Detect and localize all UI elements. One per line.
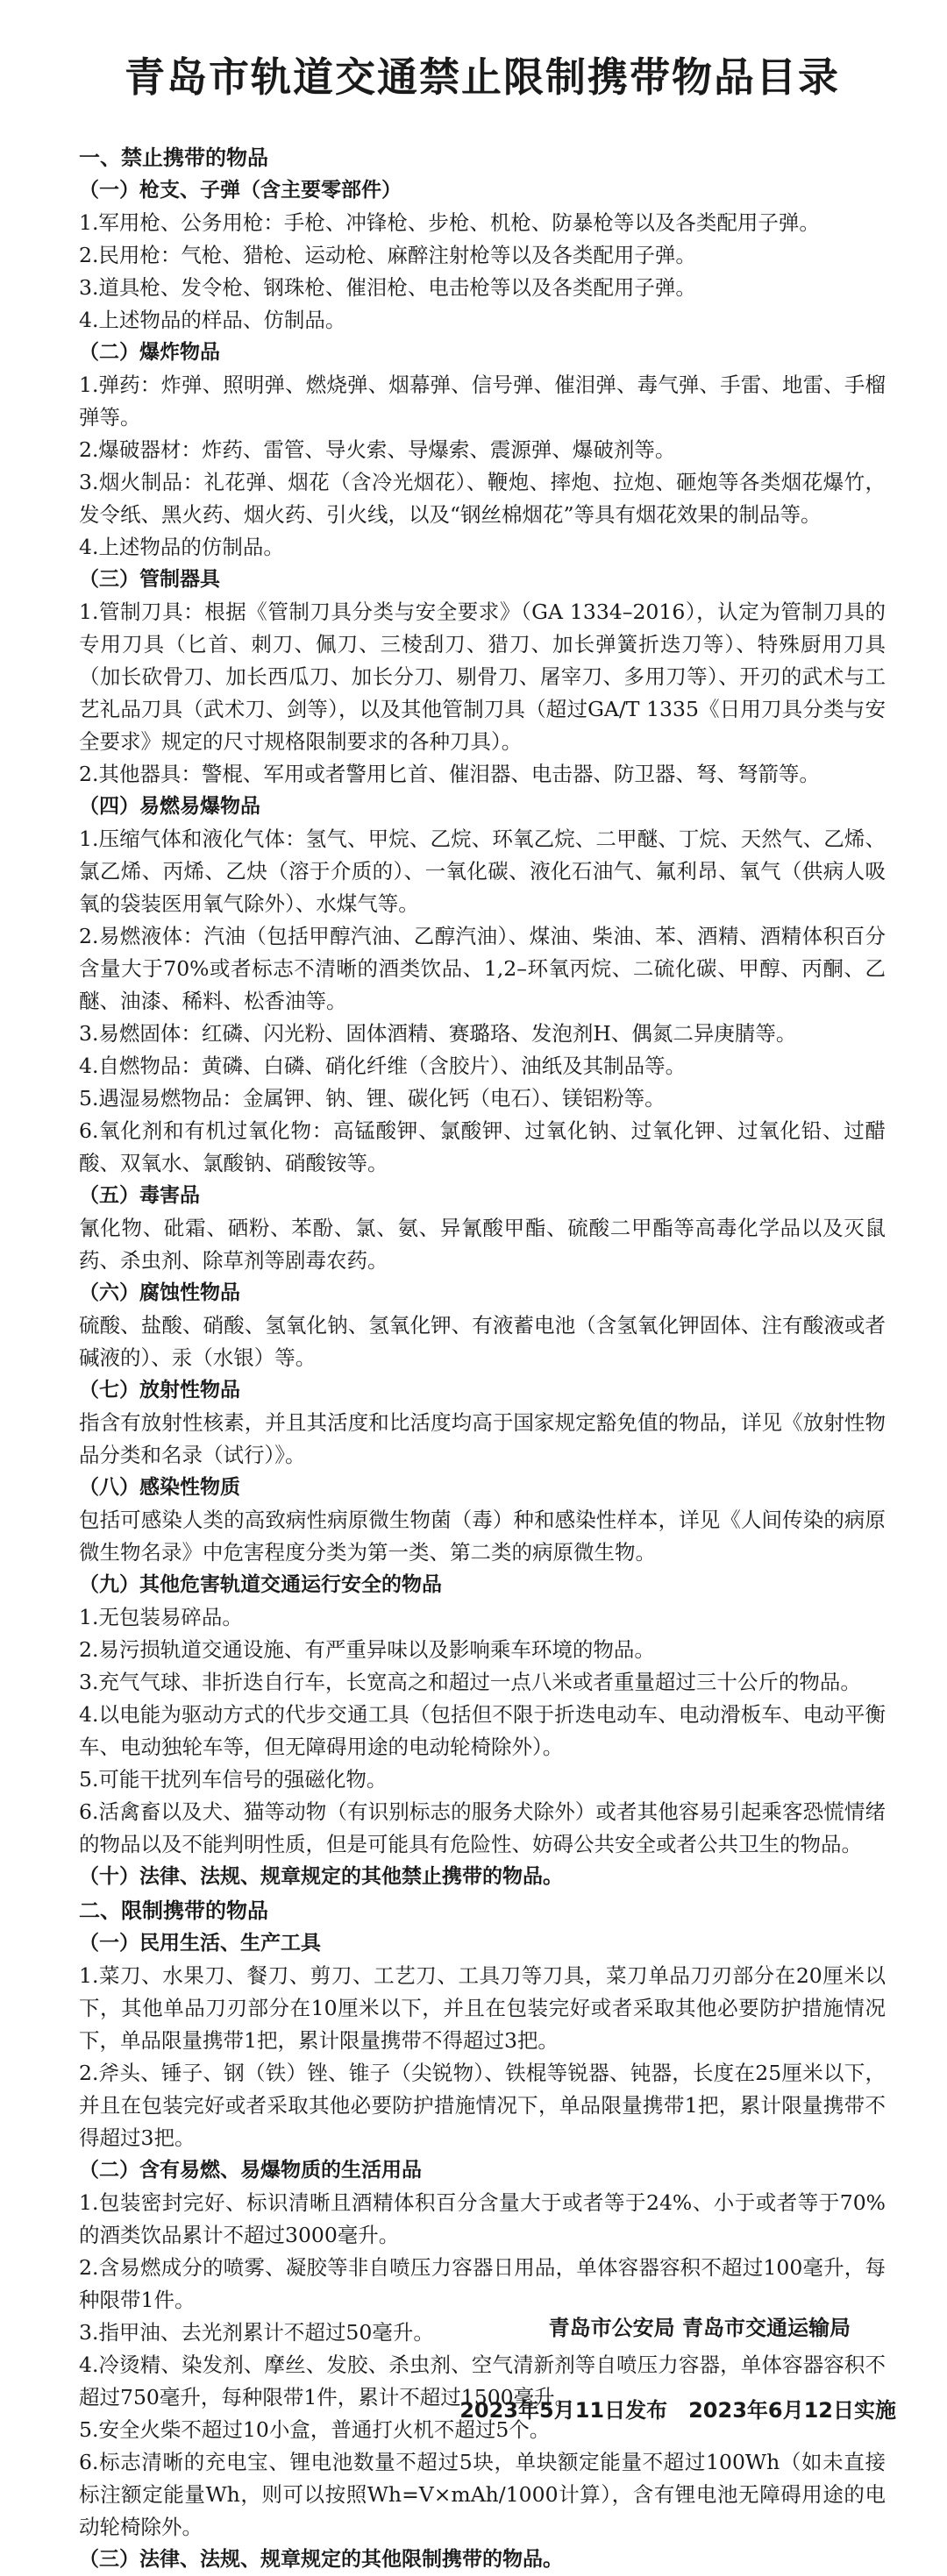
group-heading: （三）管制器具 [79, 568, 220, 591]
item-paragraph: 6.标志清晰的充电宝、锂电池数量不超过5块，单块额定能量不超过100Wh（如未直接标注额定能量Wh，则可以按照Wh=V×mAh/1000计算），含有锂电池无障碍用途的电动轮椅除外。 [79, 2450, 886, 2539]
item-paragraph: 2.其他器具：警棍、军用或者警用匕首、催泪器、电击器、防卫器、弩、弩箭等。 [79, 762, 820, 786]
release-dates: 2023年5月11日发布 2023年6月12日实施 [459, 2398, 896, 2423]
item-paragraph: 4.上述物品的仿制品。 [79, 535, 284, 559]
group-heading: （五）毒害品 [79, 1184, 200, 1207]
issuing-authorities: 青岛市公安局 青岛市交通运输局 [548, 2316, 851, 2340]
item-paragraph: 包括可感染人类的高致病性病原微生物菌（毒）种和感染性样本，详见《人间传染的病原微生物名录》中危害程度分类为第一类、第二类的病原微生物。 [79, 1508, 886, 1565]
group-heading: （一）枪支、子弹（含主要零部件） [79, 179, 402, 202]
group-heading: （八）感染性物质 [79, 1476, 240, 1499]
item-paragraph: 1.菜刀、水果刀、餐刀、剪刀、工艺刀、工具刀等刀具，菜刀单品刀刃部分在20厘米以下，其他单品刀刃部分在10厘米以下，并且在包装完好或者采取其他必要防护措施情况下，单品限量携带1把，累计限量携带不得超过3把。 [79, 1963, 886, 2053]
document-body [79, 142, 886, 2576]
item-paragraph: 3.道具枪、发令枪、钢珠枪、催泪枪、电击枪等以及各类配用子弹。 [79, 275, 696, 300]
section-heading: 一、禁止携带的物品 [79, 145, 268, 170]
item-paragraph: 1.军用枪、公务用枪：手枪、冲锋枪、步枪、机枪、防暴枪等以及各类配用子弹。 [79, 210, 820, 235]
item-paragraph: 5.可能干扰列车信号的强磁化物。 [79, 1767, 388, 1792]
item-paragraph: 2.易污损轨道交通设施、有严重异味以及影响乘车环境的物品。 [79, 1637, 655, 1662]
item-paragraph: 5.安全火柴不超过10小盒，普通打火机不超过5个。 [79, 2417, 551, 2442]
item-paragraph: 3.易燃固体：红磷、闪光粉、固体酒精、赛璐珞、发泡剂H、偶氮二异庚腈等。 [79, 1021, 797, 1046]
item-paragraph: 2.斧头、锤子、钢（铁）锉、锥子（尖锐物）、铁棍等锐器、钝器，长度在25厘米以下，并且在包装完好或者采取其他必要防护措施情况下，单品限量携带1把，累计限量携带不得超过3把。 [79, 2061, 886, 2150]
item-paragraph: 4.以电能为驱动方式的代步交通工具（包括但不限于折迭电动车、电动滑板车、电动平衡车、电动独轮车等，但无障碍用途的电动轮椅除外）。 [79, 1702, 886, 1759]
item-paragraph: 6.氧化剂和有机过氧化物：高锰酸钾、氯酸钾、过氧化钠、过氧化钾、过氧化铅、过醋酸、双氧水、氯酸钠、硝酸铵等。 [79, 1118, 886, 1175]
item-paragraph: 2.易燃液体：汽油（包括甲醇汽油、乙醇汽油）、煤油、柴油、苯、酒精、酒精体积百分含量大于70%或者标志不清晰的酒类饮品、1,2–环氧丙烷、二硫化碳、甲醇、丙酮、乙醚、油漆、稀料、松香油等。 [79, 924, 886, 1013]
item-paragraph: 4.自燃物品：黄磷、白磷、硝化纤维（含胶片）、油纸及其制品等。 [79, 1054, 687, 1078]
item-paragraph: 1.压缩气体和液化气体：氢气、甲烷、乙烷、环氧乙烷、二甲醚、丁烷、天然气、乙烯、氯乙烯、丙烯、乙炔（溶于介质的）、一氧化碳、液化石油气、氟利昂、氧气（供病人吸氧的袋装医用氧气除外）、水煤气等。 [79, 827, 886, 916]
item-paragraph: 6.活禽畜以及犬、猫等动物（有识别标志的服务犬除外）或者其他容易引起乘客恐慌情绪的物品以及不能判明性质，但是可能具有危险性、妨碍公共安全或者公共卫生的物品。 [79, 1799, 886, 1856]
item-paragraph: 5.遇湿易燃物品：金属钾、钠、锂、碳化钙（电石）、镁铝粉等。 [79, 1086, 666, 1111]
item-paragraph: 氰化物、砒霜、硒粉、苯酚、氯、氨、异氰酸甲酯、硫酸二甲酯等高毒化学品以及灭鼠药、杀虫剂、除草剂等剧毒农药。 [79, 1216, 886, 1273]
group-heading: （十）法律、法规、规章规定的其他禁止携带的物品。 [79, 1865, 563, 1888]
section-1 [79, 142, 886, 1893]
item-paragraph: 3.充气气球、非折迭自行车，长宽高之和超过一点八米或者重量超过三十公斤的物品。 [79, 1670, 861, 1694]
group-heading: （四）易燃易爆物品 [79, 795, 260, 818]
item-paragraph: 1.无包装易碎品。 [79, 1605, 243, 1629]
item-paragraph: 1.包装密封完好、标识清晰且酒精体积百分含量大于或者等于24%、小于或者等于70%的酒类饮品累计不超过3000毫升。 [79, 2190, 886, 2247]
group-heading: （二）爆炸物品 [79, 341, 220, 364]
item-paragraph: 3.烟火制品：礼花弹、烟花（含冷光烟花）、鞭炮、摔炮、拉炮、砸炮等各类烟花爆竹，发令纸、黑火药、烟火药、引火线，以及“钢丝棉烟花”等具有烟花效果的制品等。 [79, 470, 886, 527]
item-paragraph: 1.管制刀具：根据《管制刀具分类与安全要求》（GA 1334–2016），认定为管制刀具的专用刀具（匕首、刺刀、佩刀、三棱刮刀、猎刀、加长弹簧折迭刀等）、特殊厨用刀具（加长砍骨刀、加长西瓜刀、加长分刀、剔骨刀、屠宰刀、多用刀等）、开刃的武术与工艺礼品刀具（武术刀、剑等），以及其他管制刀具（超过GA/T 1335《日用刀具分类与安全要求》规定的尺寸规格限制要求的各种刀具）。 [79, 600, 886, 754]
item-paragraph: 指含有放射性核素，并且其活度和比活度均高于国家规定豁免值的物品，详见《放射性物品分类和名录（试行）》。 [79, 1410, 886, 1467]
group-heading: （九）其他危害轨道交通运行安全的物品 [79, 1573, 442, 1596]
item-paragraph: 2.民用枪：气枪、猎枪、运动枪、麻醉注射枪等以及各类配用子弹。 [79, 243, 696, 267]
group-heading: （七）放射性物品 [79, 1379, 240, 1402]
item-paragraph: 2.含易燃成分的喷雾、凝胶等非自喷压力容器日用品，单体容器容积不超过100毫升，每种限带1件。 [79, 2255, 886, 2312]
group-heading: （一）民用生活、生产工具 [79, 1932, 321, 1955]
item-paragraph: 3.指甲油、去光剂累计不超过50毫升。 [79, 2320, 434, 2345]
group-heading: （六）腐蚀性物品 [79, 1281, 240, 1304]
item-paragraph: 4.冷烫精、染发剂、摩丝、发胶、杀虫剂、空气清新剂等自喷压力容器，单体容器容积不超过750毫升，每种限带1件，累计不超过1500毫升。 [79, 2352, 886, 2409]
item-paragraph: 4.上述物品的样品、仿制品。 [79, 308, 346, 332]
section-2 [79, 1895, 886, 2576]
group-heading: （二）含有易燃、易爆物质的生活用品 [79, 2159, 422, 2182]
item-paragraph: 1.弹药：炸弹、照明弹、燃烧弹、烟幕弹、信号弹、催泪弹、毒气弹、手雷、地雷、手榴弹等。 [79, 373, 886, 429]
document-title: 青岛市轨道交通禁止限制携带物品目录 [125, 53, 840, 101]
item-paragraph: 2.爆破器材：炸药、雷管、导火索、导爆索、震源弹、爆破剂等。 [79, 437, 676, 462]
group-heading: （三）法律、法规、规章规定的其他限制携带的物品。 [79, 2548, 563, 2571]
item-paragraph: 硫酸、盐酸、硝酸、氢氧化钠、氢氧化钾、有液蓄电池（含氢氧化钾固体、注有酸液或者碱液的）、汞（水银）等。 [79, 1313, 886, 1370]
section-heading: 二、限制携带的物品 [79, 1898, 268, 1923]
